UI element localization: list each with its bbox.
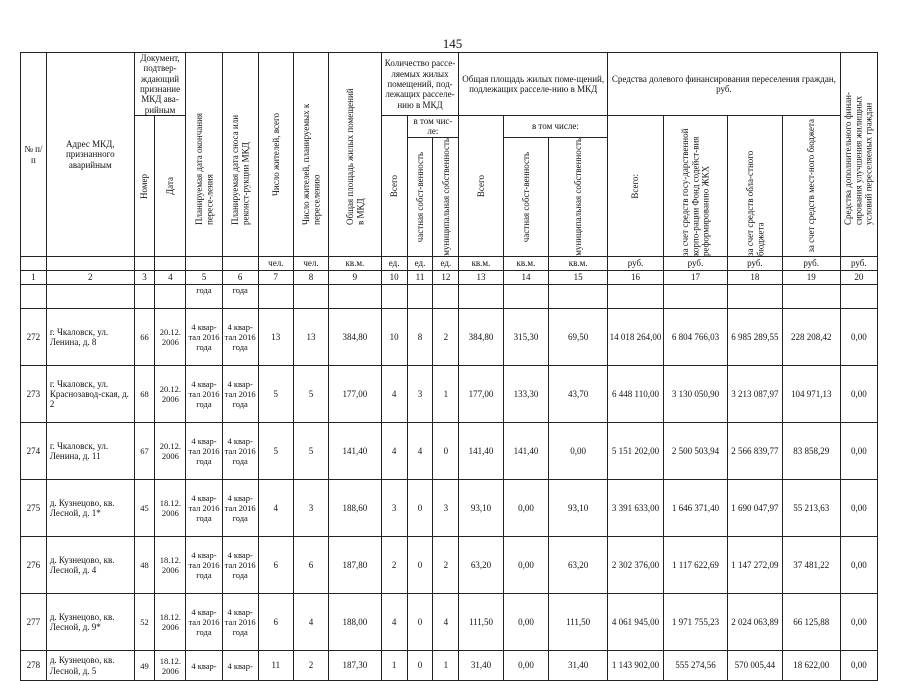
- row-funds-fund: 1 971 755,23: [663, 594, 727, 651]
- row-count-total: 4: [381, 366, 407, 423]
- header-index: № п/п: [21, 53, 47, 257]
- row-residents-total: 5: [258, 423, 293, 480]
- row-funds-regional: 3 213 087,97: [728, 366, 783, 423]
- column-number: 3: [134, 271, 155, 285]
- row-index: 274: [21, 423, 47, 480]
- row-doc-number: 68: [134, 366, 155, 423]
- row-residents-relocated: 4: [293, 594, 328, 651]
- column-number: 16: [608, 271, 664, 285]
- row-funds-regional: 2 566 839,77: [728, 423, 783, 480]
- row-demolition-date: 4 квар- тал 2016 года: [222, 366, 258, 423]
- row-area-municipal: 31,40: [549, 651, 608, 681]
- row-residents-total: 6: [258, 594, 293, 651]
- column-number: 4: [155, 271, 186, 285]
- row-doc-number: 66: [134, 309, 155, 366]
- row-funds-total: 4 061 945,00: [608, 594, 664, 651]
- unit-cell: [46, 257, 134, 271]
- row-funds-local: 104 971,13: [782, 366, 840, 423]
- row-doc-number: 67: [134, 423, 155, 480]
- column-number: 9: [329, 271, 382, 285]
- row-funds-regional: 6 985 289,55: [728, 309, 783, 366]
- row-end-date: 4 квар- тал 2016 года: [186, 537, 222, 594]
- header-area: Общая площадь жилых поме-щений, подлежащих расселе-нию в МКД: [459, 53, 608, 116]
- row-area-total: 93,10: [459, 480, 503, 537]
- row-funds-fund: 3 130 050,90: [663, 366, 727, 423]
- row-address: д. Кузнецово, кв. Лесной, д. 4: [46, 537, 134, 594]
- row-count-municipal: 1: [433, 366, 459, 423]
- row-demolition-date: 4 квар- тал 2016 года: [222, 480, 258, 537]
- row-index: 277: [21, 594, 47, 651]
- header-doc-date: Дата: [155, 116, 186, 257]
- column-number: 14: [503, 271, 548, 285]
- table-row: [21, 309, 878, 366]
- row-area-municipal: 0,00: [549, 423, 608, 480]
- row-index: 272: [21, 309, 47, 366]
- row-end-date: 4 квар- тал 2016 года: [186, 366, 222, 423]
- row-count-total: 1: [381, 651, 407, 681]
- row-residents-total: 11: [258, 651, 293, 681]
- column-number: 5: [186, 271, 222, 285]
- row-area-private: 0,00: [503, 480, 548, 537]
- row-area-private: 133,30: [503, 366, 548, 423]
- header-funds: Средства долевого финансирования переселения граждан, руб.: [608, 53, 841, 116]
- header-count-total: Всего: [381, 116, 407, 257]
- column-number: 15: [549, 271, 608, 285]
- row-residents-relocated: 6: [293, 537, 328, 594]
- row-area-total: 384,80: [459, 309, 503, 366]
- row-area-private: 0,00: [503, 651, 548, 681]
- row-funds-regional: 570 005,44: [728, 651, 783, 681]
- row-count-private: 0: [407, 537, 433, 594]
- row-count-total: 2: [381, 537, 407, 594]
- row-residents-total: 5: [258, 366, 293, 423]
- row-doc-date: 18.12. 2006: [155, 480, 186, 537]
- unit-cell: чел.: [293, 257, 328, 271]
- units-row: [21, 257, 878, 271]
- row-extra-funds: 0,00: [840, 537, 877, 594]
- row-index: 276: [21, 537, 47, 594]
- row-funds-local: 18 622,00: [782, 651, 840, 681]
- column-number: 6: [222, 271, 258, 285]
- row-count-total: 10: [381, 309, 407, 366]
- unit-cell: [155, 257, 186, 271]
- unit-cell: руб.: [840, 257, 877, 271]
- table-row: [21, 423, 878, 480]
- row-address: г. Чкаловск, ул. Краснозавод-ская, д. 2: [46, 366, 134, 423]
- row-doc-date: 18.12. 2006: [155, 537, 186, 594]
- column-number: 7: [258, 271, 293, 285]
- row-area-municipal: 63,20: [549, 537, 608, 594]
- unit-cell: ед.: [407, 257, 433, 271]
- row-area-total: 177,00: [459, 366, 503, 423]
- row-extra-funds: 0,00: [840, 423, 877, 480]
- header-count-incl: в том чис-ле:: [407, 116, 459, 138]
- column-number: 19: [782, 271, 840, 285]
- column-number: 12: [433, 271, 459, 285]
- row-area-total: 63,20: [459, 537, 503, 594]
- column-number: 18: [728, 271, 783, 285]
- row-residents-total: 6: [258, 537, 293, 594]
- header-residents-total: Число жителей, всего: [258, 53, 293, 257]
- header-residents-relocated: Число жителей, планируемых к переселению: [293, 53, 328, 257]
- header-total-area: Общая площадь жилых помещений в МКД: [329, 53, 382, 257]
- row-demolition-date: 4 квар-: [222, 651, 258, 681]
- row-area-private: 0,00: [503, 594, 548, 651]
- row-doc-date: 18.12. 2006: [155, 651, 186, 681]
- row-count-municipal: 2: [433, 309, 459, 366]
- page-number: 145: [442, 36, 463, 51]
- unit-cell: руб.: [608, 257, 664, 271]
- unit-cell: чел.: [258, 257, 293, 271]
- row-index: 278: [21, 651, 47, 681]
- header-funds-total: Всего:: [608, 116, 664, 257]
- row-area-municipal: 93,10: [549, 480, 608, 537]
- column-number: 8: [293, 271, 328, 285]
- row-funds-fund: 6 804 766,03: [663, 309, 727, 366]
- row-area-total: 111,50: [459, 594, 503, 651]
- row-area-total: 141,40: [459, 423, 503, 480]
- row-address: г. Чкаловск, ул. Ленина, д. 11: [46, 423, 134, 480]
- unit-cell: руб.: [728, 257, 783, 271]
- table-row: [21, 537, 878, 594]
- row-area-private: 0,00: [503, 537, 548, 594]
- row-demolition-date: 4 квар- тал 2016 года: [222, 423, 258, 480]
- header-area-total: Всего: [459, 116, 503, 257]
- column-number-row: [21, 271, 878, 285]
- row-end-date: 4 квар- тал 2016 года: [186, 423, 222, 480]
- row-doc-date: 18.12. 2006: [155, 594, 186, 651]
- unit-cell: ед.: [433, 257, 459, 271]
- row-doc-number: 52: [134, 594, 155, 651]
- row-total-area: 141,40: [329, 423, 382, 480]
- row-doc-date: 20.12. 2006: [155, 366, 186, 423]
- row-residents-total: 4: [258, 480, 293, 537]
- unit-cell: руб.: [663, 257, 727, 271]
- row-count-private: 0: [407, 651, 433, 681]
- table-row: [21, 651, 878, 681]
- row-funds-fund: 1 117 622,69: [663, 537, 727, 594]
- row-count-municipal: 2: [433, 537, 459, 594]
- row-funds-fund: 1 646 371,40: [663, 480, 727, 537]
- column-number: 2: [46, 271, 134, 285]
- row-funds-total: 3 391 633,00: [608, 480, 664, 537]
- row-count-total: 3: [381, 480, 407, 537]
- row-funds-total: 14 018 264,00: [608, 309, 664, 366]
- row-count-private: 0: [407, 594, 433, 651]
- header-count-municipal: муниципальная собственность: [433, 137, 459, 256]
- row-funds-total: 2 302 376,00: [608, 537, 664, 594]
- column-number: 11: [407, 271, 433, 285]
- row-extra-funds: 0,00: [840, 651, 877, 681]
- header-document: Документ, подтвер-ждающий признание МКД ава-рийным: [134, 53, 186, 116]
- row-count-private: 0: [407, 480, 433, 537]
- row-total-area: 187,30: [329, 651, 382, 681]
- row-doc-number: 48: [134, 537, 155, 594]
- unit-cell: [222, 257, 258, 271]
- row-funds-local: 37 481,22: [782, 537, 840, 594]
- unit-cell: руб.: [782, 257, 840, 271]
- row-extra-funds: 0,00: [840, 594, 877, 651]
- unit-cell: кв.м.: [459, 257, 503, 271]
- row-count-municipal: 1: [433, 651, 459, 681]
- unit-cell: [134, 257, 155, 271]
- row-count-total: 4: [381, 594, 407, 651]
- row-residents-relocated: 5: [293, 366, 328, 423]
- row-residents-relocated: 5: [293, 423, 328, 480]
- row-extra-funds: 0,00: [840, 309, 877, 366]
- header-funds-regional: за счет средств обла-стного бюджета: [728, 116, 783, 257]
- row-funds-local: 228 208,42: [782, 309, 840, 366]
- relocation-table: [20, 52, 878, 681]
- row-residents-relocated: 3: [293, 480, 328, 537]
- row-funds-total: 5 151 202,00: [608, 423, 664, 480]
- row-funds-local: 83 858,29: [782, 423, 840, 480]
- header-doc-number: Номер: [134, 116, 155, 257]
- row-funds-regional: 1 147 272,09: [728, 537, 783, 594]
- row-total-area: 177,00: [329, 366, 382, 423]
- header-count: Количество рассе-ляемых жилых помещений, под-лежащих расселе-нию в МКД: [381, 53, 459, 116]
- header-area-private: частная собст-венность: [503, 137, 548, 256]
- row-count-municipal: 3: [433, 480, 459, 537]
- row-end-date: 4 квар- тал 2016 года: [186, 309, 222, 366]
- column-number: 20: [840, 271, 877, 285]
- row-demolition-date: 4 квар- тал 2016 года: [222, 309, 258, 366]
- row-funds-regional: 2 024 063,89: [728, 594, 783, 651]
- header-area-incl: в том числе:: [503, 116, 607, 138]
- row-area-municipal: 111,50: [549, 594, 608, 651]
- row-funds-total: 1 143 902,00: [608, 651, 664, 681]
- continuation-demolition: года: [222, 285, 258, 309]
- row-doc-date: 20.12. 2006: [155, 423, 186, 480]
- row-count-total: 4: [381, 423, 407, 480]
- row-index: 275: [21, 480, 47, 537]
- row-count-private: 3: [407, 366, 433, 423]
- row-area-municipal: 69,50: [549, 309, 608, 366]
- row-residents-relocated: 13: [293, 309, 328, 366]
- row-count-municipal: 0: [433, 423, 459, 480]
- header-address: Адрес МКД, признанного аварийным: [46, 53, 134, 257]
- row-count-municipal: 4: [433, 594, 459, 651]
- row-residents-relocated: 2: [293, 651, 328, 681]
- row-demolition-date: 4 квар- тал 2016 года: [222, 594, 258, 651]
- row-area-private: 315,30: [503, 309, 548, 366]
- table-row: [21, 366, 878, 423]
- unit-cell: кв.м.: [549, 257, 608, 271]
- row-area-total: 31,40: [459, 651, 503, 681]
- unit-cell: кв.м.: [329, 257, 382, 271]
- row-count-private: 4: [407, 423, 433, 480]
- header-count-private: частная собст-венность: [407, 137, 433, 256]
- row-demolition-date: 4 квар- тал 2016 года: [222, 537, 258, 594]
- unit-cell: кв.м.: [503, 257, 548, 271]
- unit-cell: [21, 257, 47, 271]
- row-extra-funds: 0,00: [840, 366, 877, 423]
- row-doc-date: 20.12. 2006: [155, 309, 186, 366]
- row-funds-regional: 1 690 047,97: [728, 480, 783, 537]
- unit-cell: [186, 257, 222, 271]
- row-end-date: 4 квар- тал 2016 года: [186, 480, 222, 537]
- row-total-area: 187,80: [329, 537, 382, 594]
- row-funds-local: 66 125,88: [782, 594, 840, 651]
- row-address: д. Кузнецово, кв. Лесной, д. 9*: [46, 594, 134, 651]
- table-row: [21, 480, 878, 537]
- row-address: д. Кузнецово, кв. Лесной, д. 1*: [46, 480, 134, 537]
- unit-cell: ед.: [381, 257, 407, 271]
- header-funds-local: за счет средств мест-ного бюджета: [782, 116, 840, 257]
- row-total-area: 188,00: [329, 594, 382, 651]
- header-area-municipal: муниципальная собственность: [549, 137, 608, 256]
- row-area-municipal: 43,70: [549, 366, 608, 423]
- row-doc-number: 49: [134, 651, 155, 681]
- row-area-private: 141,40: [503, 423, 548, 480]
- continuation-end: года: [186, 285, 222, 309]
- header-funds-fund: за счет средств госу-дарственной корпо-рации Фонд содейст-вия реформированию ЖКХ: [663, 116, 727, 257]
- row-count-private: 8: [407, 309, 433, 366]
- row-doc-number: 45: [134, 480, 155, 537]
- row-end-date: 4 квар- тал 2016 года: [186, 594, 222, 651]
- row-funds-fund: 555 274,56: [663, 651, 727, 681]
- column-number: 17: [663, 271, 727, 285]
- header-extra-funds: Средства дополнительного финан-сирования улучшения жилищных условий переселяемых граждан: [840, 53, 877, 257]
- continuation-row: [21, 285, 878, 309]
- row-extra-funds: 0,00: [840, 480, 877, 537]
- row-funds-fund: 2 500 503,94: [663, 423, 727, 480]
- table-row: [21, 594, 878, 651]
- row-address: г. Чкаловск, ул. Ленина, д. 8: [46, 309, 134, 366]
- row-index: 273: [21, 366, 47, 423]
- row-total-area: 188,60: [329, 480, 382, 537]
- header-end-date: Планируемая дата окончания пересе-ления: [186, 53, 222, 257]
- row-total-area: 384,80: [329, 309, 382, 366]
- column-number: 1: [21, 271, 47, 285]
- row-funds-total: 6 448 110,00: [608, 366, 664, 423]
- column-number: 13: [459, 271, 503, 285]
- row-funds-local: 55 213,63: [782, 480, 840, 537]
- header-demolition-date: Планируемая дата сноса или реконст-рукции МКД: [222, 53, 258, 257]
- column-number: 10: [381, 271, 407, 285]
- row-residents-total: 13: [258, 309, 293, 366]
- row-address: д. Кузнецово, кв. Лесной, д. 5: [46, 651, 134, 681]
- row-end-date: 4 квар-: [186, 651, 222, 681]
